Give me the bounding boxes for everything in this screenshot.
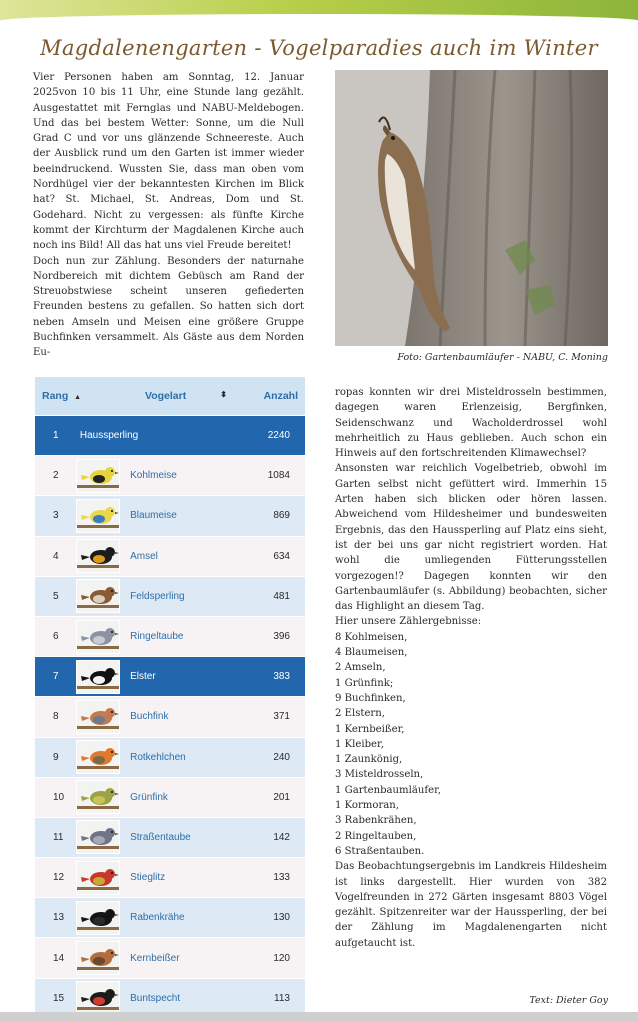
rank-cell: 14 [53,952,65,964]
stieglitz-icon [76,861,120,895]
count-cell: 634 [273,550,290,562]
species-name[interactable]: Straßentaube [130,831,191,843]
species-name[interactable]: Buchfink [130,711,169,723]
photo-caption: Foto: Gartenbaumläufer - NABU, C. Moning [397,352,608,363]
kernbeisser-icon [76,941,120,975]
rank-cell: 4 [53,550,59,562]
buchfink-icon [76,700,120,734]
count-cell: 869 [273,510,290,522]
rank-cell: 8 [53,711,59,723]
list-item: 6 Straßentauben. [335,845,425,857]
buntspecht-icon [76,981,120,1015]
treecreeper-photo [335,70,608,346]
table-row [35,857,305,897]
count-cell: 120 [273,952,290,964]
rank-cell: 9 [53,751,59,763]
gruenfink-icon [76,780,120,814]
amsel-icon [76,539,120,573]
sort-up-icon: ▲ [74,394,82,401]
feldsperling-icon [76,579,120,613]
list-item: 2 Elstern, [335,708,385,720]
rank-cell: 11 [53,831,64,843]
paragraph-results-intro: Hier unsere Zählergebnisse: [335,616,482,628]
rank-cell: 12 [53,872,65,884]
author-credit: Text: Dieter Goy [529,995,608,1006]
rank-cell: 1 [53,430,59,442]
species-name[interactable]: Elster [130,671,156,683]
table-row [35,576,305,616]
count-cell: 130 [273,912,290,924]
species-name[interactable]: Rabenkrähe [130,912,185,924]
table-header [35,377,305,415]
list-item: 1 Grünfink; [335,677,394,689]
right-text-column [335,385,607,951]
sort-toggle-icon: ⬍ [220,390,227,399]
count-cell: 201 [273,791,290,803]
count-cell: 240 [273,751,290,763]
paragraph-counting: Doch nun zur Zählung. Besonders der naturnahe Nordbereich mit dichtem Gebüsch am Rand der Streuobstwiese scheint unseren gefiederten Freunden bestens zu gefallen. So hatten sich dort neben Amseln und Meisen eine größere Gruppe Buchfinken versammelt. Als Gäste aus dem Norden Eu- [33,255,304,359]
rotkehlchen-icon [76,740,120,774]
species-name[interactable]: Blaumeise [130,510,177,522]
table-row [35,415,305,455]
list-item: 8 Kohlmeisen, [335,631,408,643]
rank-cell: 13 [53,912,65,924]
strassentaube-icon [76,820,120,854]
table-row [35,777,305,817]
list-item: 1 Kormoran, [335,800,400,812]
rank-cell: 7 [53,671,59,683]
table-row [35,817,305,857]
count-cell: 1084 [267,470,290,482]
species-name[interactable]: Amsel [130,550,158,562]
rank-cell: 3 [53,510,59,522]
species-name[interactable]: Haussperling [79,430,139,442]
table-row [35,656,305,696]
list-item: 1 Zaunkönig, [335,754,403,766]
table-row [35,495,305,535]
count-cell: 113 [274,992,290,1004]
count-cell: 2240 [267,430,290,442]
count-cell: 142 [273,831,290,843]
species-name[interactable]: Grünfink [130,791,168,803]
paragraph-guests: ropas konnten wir drei Misteldrosseln bestimmen, dagegen waren Erlenzeisig, Bergfinken, Seidenschwanz und Wacholderdrossel wohl mehrheitlich zu Haus geblieben. Auch schon ein Hinweis auf den fortschreitenden Klimawechsel? [335,387,607,460]
rank-cell: 10 [53,791,65,803]
count-cell: 383 [273,671,290,683]
rabenkraehe-icon [76,901,120,935]
rank-cell: 15 [53,992,65,1004]
species-name[interactable]: Stieglitz [130,872,166,884]
table-row [35,897,305,937]
table-row [35,937,305,977]
table-row [35,737,305,777]
paragraph-closing: Das Beobachtungsergebnis im Landkreis Hildesheim ist links dargestellt. Hier wurden von 382 Vogelfreunden in 272 Gärten insgesamt 8803 Vögel gezählt. Spitzenreiter war der Haussperling, der bei der Zählung im Magdalenengarten nicht aufgetaucht ist. [335,861,607,949]
rank-cell: 5 [53,590,59,602]
table-row [35,455,305,495]
table-body [35,415,305,1018]
elster-icon [76,660,120,694]
list-item: 2 Amseln, [335,662,386,674]
ringeltaube-icon [76,620,120,654]
count-cell: 481 [273,590,290,602]
species-name[interactable]: Feldsperling [130,590,185,602]
rank-cell: 2 [53,470,59,482]
kohlmeise-icon [76,459,120,493]
table-row [35,616,305,656]
count-cell: 396 [273,631,290,643]
blaumeise-icon [76,499,120,533]
list-item: 3 Misteldrosseln, [335,769,424,781]
header-rank[interactable]: Rang ▲ [42,390,82,402]
species-name[interactable]: Rotkehlchen [130,751,186,763]
list-item: 2 Ringeltauben, [335,830,417,842]
bottom-decor-band [0,1012,638,1022]
paragraph-intro: Vier Personen haben am Sonntag, 12. Januar 2025von 10 bis 11 Uhr, eine Stunde lang gezählt. Ausgestattet mit Fernglas und NABU-Meldebogen. Und das bei bestem Wetter: Sonne, um die Null Grad C und vor uns glänzende Schneereste. Auch der Ausblick rund um den Garten ist immer wieder beeindruckend. Wussten Sie, dass man oben vom Nordhügel vier der bekanntesten Kirchen im Blick hat? St. Michael, St. Andreas, Dom und St. Godehard. Nicht zu vergessen: als fünfte Kirche kommt der Kirchturm der Magdalenen Kirche auch noch ins Bild! All das hat uns viel Freude bereitet! [33,72,304,252]
list-item: 3 Rabenkrähen, [335,815,417,827]
ranking-table [35,377,305,1018]
species-name[interactable]: Buntspecht [130,992,181,1004]
header-species[interactable]: Vogelart ⬍ [145,390,227,402]
table-row [35,696,305,736]
count-cell: 133 [273,872,290,884]
species-name[interactable]: Kernbeißer [130,952,180,964]
count-cell: 371 [273,711,290,723]
list-item: 4 Blaumeisen, [335,647,408,659]
table-row [35,536,305,576]
species-name[interactable]: Ringeltaube [130,631,184,643]
list-item: 9 Buchfinken, [335,692,406,704]
top-decor-band [0,0,638,22]
list-item: 1 Gartenbaumläufer, [335,784,441,796]
rank-cell: 6 [53,631,59,643]
treecreeper-image [335,70,608,346]
article-title: Magdalenengarten - Vogelparadies auch im Winter [40,36,598,60]
list-item: 1 Kleiber, [335,738,384,750]
species-name[interactable]: Kohlmeise [130,470,177,482]
paragraph-activity: Ansonsten war reichlich Vogelbetrieb, obwohl im Garten selbst nicht gefüttert wird. Immerhin 15 Arten haben sich blicken oder hören lassen. Abweichend vom Hildesheimer und bundesweiten Ergebnis, das den Haussperling auf Platz eins sieht, ist der bei uns gar nicht registriert worden. Hat wohl die umliegenden Fütterungsstellen vorgezogen!? Dagegen konnten wir den Gartenbaumläufer (s. Abbildung) beobachten, sicher das Highlight an diesem Tag. [335,463,607,613]
count-list [335,630,607,859]
header-count[interactable]: Anzahl [263,390,298,402]
list-item: 1 Kernbeißer, [335,723,405,735]
left-text-column [33,70,304,361]
